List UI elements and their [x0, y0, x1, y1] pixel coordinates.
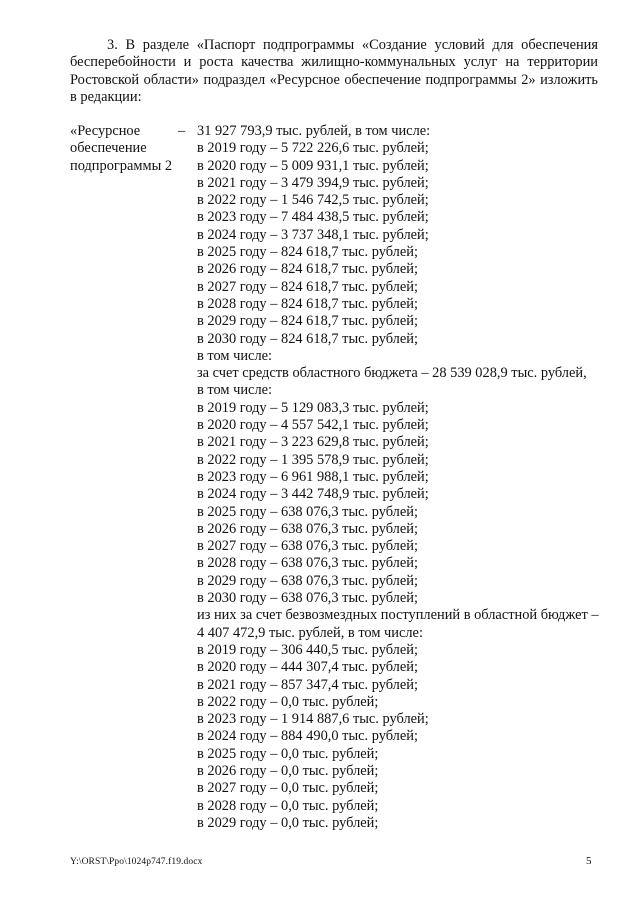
funding-line: в 2027 году – 638 076,3 тыс. рублей;: [197, 538, 418, 555]
funding-lines: [197, 123, 607, 832]
funding-line: в 2025 году – 638 076,3 тыс. рублей;: [197, 503, 418, 520]
funding-line: из них за счет безвозмездных поступлений в областной бюджет –: [197, 607, 599, 624]
intro-paragraph: 3. В разделе «Паспорт подпрограммы «Создание условий для обеспечения бесперебойности и роста качества жилищно-коммунальных услуг на территории Ростовской области» подраздел «Ресурсное обеспечение подпрограммы 2» изложить в редакции:: [70, 37, 598, 105]
funding-line: в 2027 году – 824 618,7 тыс. рублей;: [197, 278, 418, 295]
funding-line: в том числе:: [197, 347, 273, 364]
funding-line: в 2021 году – 3 223 629,8 тыс. рублей;: [197, 434, 429, 451]
funding-line: в 2020 году – 444 307,4 тыс. рублей;: [197, 659, 418, 676]
footer-file-path: Y:\ORST\Ppo\1024p747.f19.docx: [70, 857, 203, 867]
funding-line: в 2026 году – 0,0 тыс. рублей;: [197, 762, 379, 779]
funding-line: в 2022 году – 0,0 тыс. рублей;: [197, 693, 379, 710]
funding-line: в 2020 году – 5 009 931,1 тыс. рублей;: [197, 157, 429, 174]
funding-line: в том числе:: [197, 382, 273, 399]
funding-line: в 2029 году – 638 076,3 тыс. рублей;: [197, 572, 418, 589]
funding-line: в 2025 году – 0,0 тыс. рублей;: [197, 745, 379, 762]
funding-line: в 2029 году – 824 618,7 тыс. рублей;: [197, 313, 418, 330]
funding-line: в 2021 году – 857 347,4 тыс. рублей;: [197, 676, 418, 693]
funding-line: в 2028 году – 638 076,3 тыс. рублей;: [197, 555, 418, 572]
funding-line: в 2024 году – 3 737 348,1 тыс. рублей;: [197, 226, 429, 243]
funding-line: 4 407 472,9 тыс. рублей, в том числе:: [197, 624, 423, 641]
section-label-line: обеспечение: [70, 140, 147, 157]
funding-line: в 2023 году – 6 961 988,1 тыс. рублей;: [197, 468, 429, 485]
funding-line: в 2023 году – 1 914 887,6 тыс. рублей;: [197, 711, 429, 728]
funding-line: в 2019 году – 5 722 226,6 тыс. рублей;: [197, 140, 429, 157]
funding-line: в 2023 году – 7 484 438,5 тыс. рублей;: [197, 209, 429, 226]
section-label-line: «Ресурсное: [70, 123, 141, 139]
funding-line: в 2029 году – 0,0 тыс. рублей;: [197, 814, 379, 831]
funding-line: в 2030 году – 638 076,3 тыс. рублей;: [197, 590, 418, 607]
funding-line: за счет средств областного бюджета – 28 539 028,9 тыс. рублей,: [197, 365, 587, 382]
section-dash: –: [178, 123, 186, 139]
funding-line: в 2027 году – 0,0 тыс. рублей;: [197, 780, 379, 797]
funding-line: в 2019 году – 5 129 083,3 тыс. рублей;: [197, 399, 429, 416]
section-label: [70, 123, 180, 175]
funding-line: в 2022 году – 1 395 578,9 тыс. рублей;: [197, 451, 429, 468]
funding-line: в 2020 году – 4 557 542,1 тыс. рублей;: [197, 417, 429, 434]
section-label-line: подпрограммы 2: [70, 157, 173, 174]
funding-line: в 2026 году – 824 618,7 тыс. рублей;: [197, 261, 418, 278]
funding-line: в 2028 году – 824 618,7 тыс. рублей;: [197, 295, 418, 312]
funding-line: в 2030 году – 824 618,7 тыс. рублей;: [197, 330, 418, 347]
funding-line: в 2026 году – 638 076,3 тыс. рублей;: [197, 520, 418, 537]
page-number: 5: [586, 855, 592, 867]
funding-line: в 2021 году – 3 479 394,9 тыс. рублей;: [197, 174, 429, 191]
funding-line: в 2024 году – 884 490,0 тыс. рублей;: [197, 728, 418, 745]
funding-line: в 2024 году – 3 442 748,9 тыс. рублей;: [197, 486, 429, 503]
funding-line: 31 927 793,9 тыс. рублей, в том числе:: [197, 123, 431, 139]
funding-line: в 2025 году – 824 618,7 тыс. рублей;: [197, 244, 418, 261]
funding-line: в 2019 году – 306 440,5 тыс. рублей;: [197, 641, 418, 658]
funding-line: в 2022 году – 1 546 742,5 тыс. рублей;: [197, 192, 429, 209]
funding-line: в 2028 году – 0,0 тыс. рублей;: [197, 797, 379, 814]
